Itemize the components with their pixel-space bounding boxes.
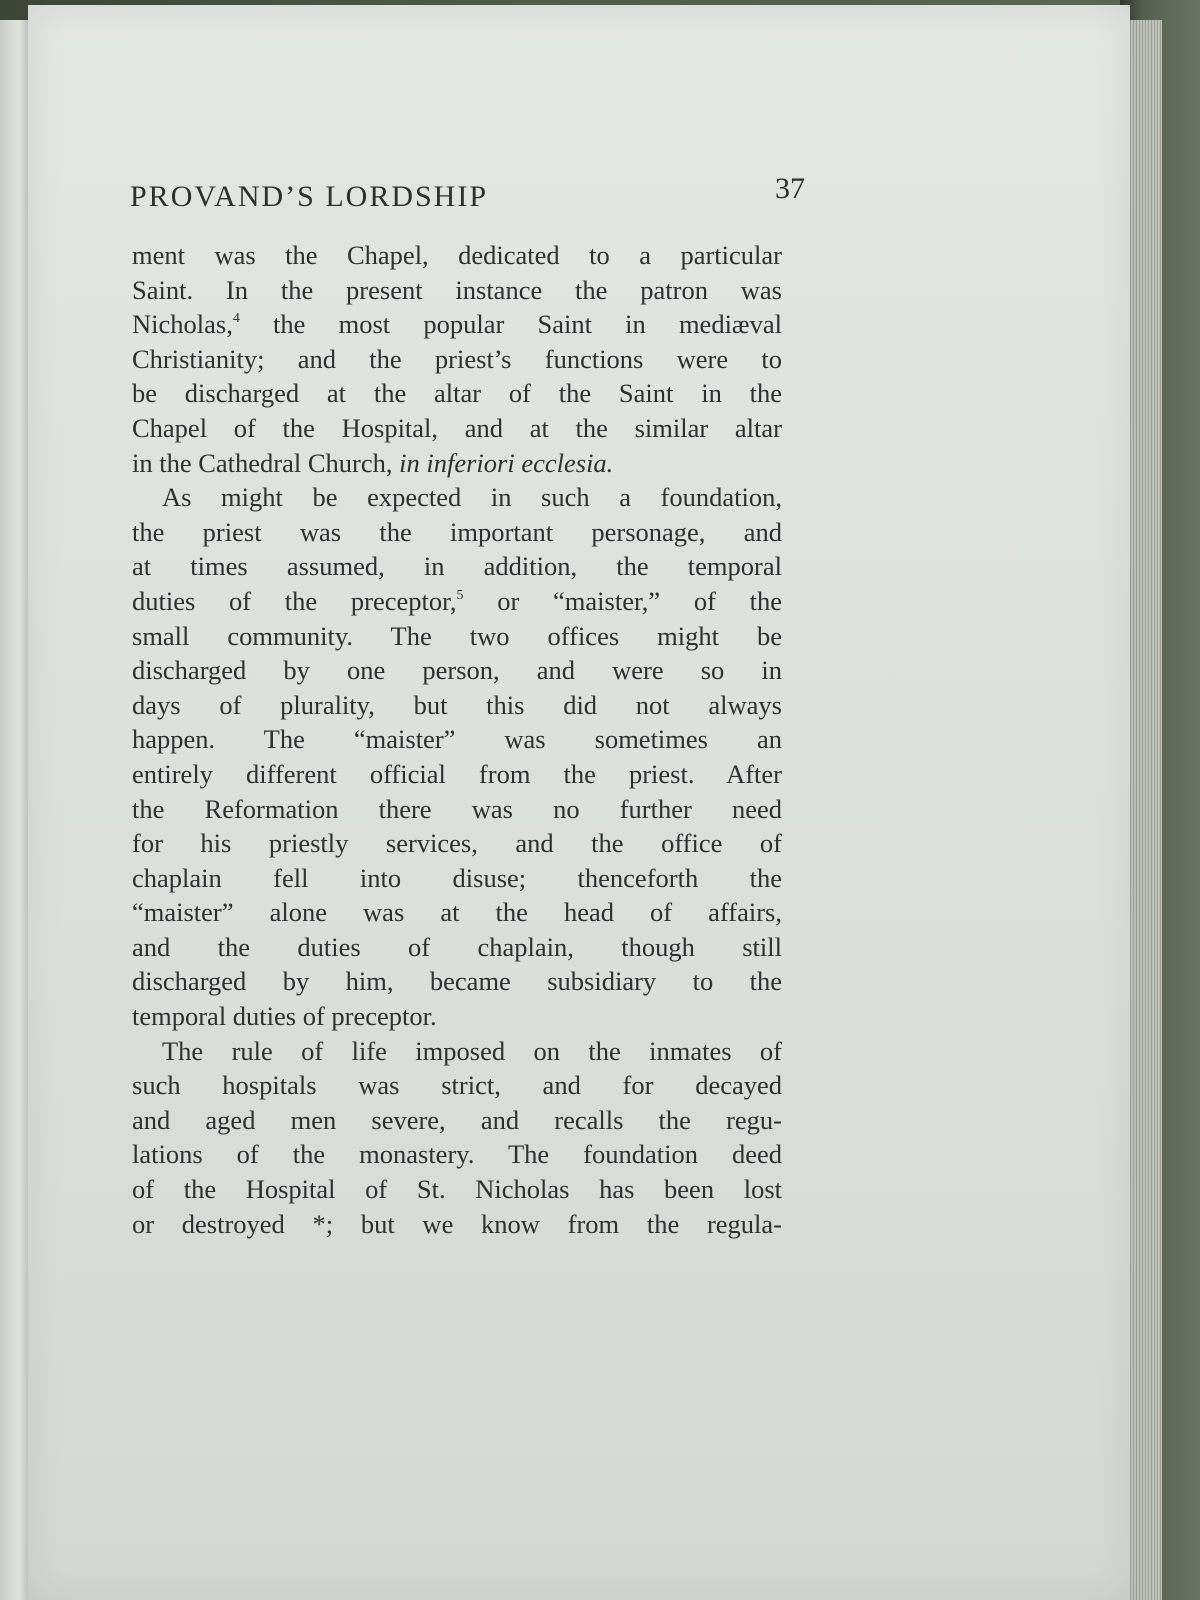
text-fragment: in the Cathedral Church, [132, 447, 400, 478]
text-line: small community. The two offices might be [132, 620, 782, 651]
latin-phrase: in inferiori ecclesia. [399, 447, 614, 478]
text-line: or destroyed *; but we know from the regula- [132, 1208, 782, 1239]
text-line: days of plurality, but this did not always [132, 689, 782, 720]
text-line: discharged by him, became subsidiary to the [132, 966, 782, 997]
text-line: and aged men severe, and recalls the regu- [132, 1104, 782, 1135]
text-line: “maister” alone was at the head of affairs, [132, 897, 782, 928]
text-line: Christianity; and the priest’s functions were to [132, 343, 782, 374]
text-line: be discharged at the altar of the Saint in the [132, 378, 782, 409]
text-line: entirely different official from the priest. After [132, 758, 782, 789]
text-fragment: or “maister,” of the [463, 585, 782, 616]
text-line: temporal duties of preceptor. [132, 1001, 437, 1032]
text-line: at times assumed, in addition, the temporal [132, 551, 782, 582]
text-line: The rule of life imposed on the inmates of [162, 1035, 782, 1066]
running-head: PROVAND’S LORDSHIP [130, 180, 489, 213]
text-line: of the Hospital of St. Nicholas has been lost [132, 1174, 782, 1205]
text-line: the priest was the important personage, and [132, 516, 782, 547]
text-line [132, 307, 782, 342]
text-line: for his priestly services, and the office of [132, 828, 782, 859]
page-header [130, 172, 805, 222]
text-line: Saint. In the present instance the patron was [132, 274, 782, 305]
text-line [132, 446, 782, 481]
text-line: discharged by one person, and were so in [132, 655, 782, 686]
page-number: 37 [775, 172, 805, 205]
text-line: such hospitals was strict, and for decayed [132, 1070, 782, 1101]
text-line: happen. The “maister” was sometimes an [132, 724, 782, 755]
footnote-marker: 4 [232, 311, 240, 327]
text-line: As might be expected in such a foundation, [162, 482, 782, 513]
text-line: Chapel of the Hospital, and at the similar altar [132, 412, 782, 443]
text-fragment: the most popular Saint in mediæval [239, 309, 782, 340]
footnote-marker: 5 [456, 587, 464, 603]
page-stack-edges [1128, 20, 1162, 1600]
text-line: lations of the monastery. The foundation deed [132, 1139, 782, 1170]
text-line: the Reformation there was no further need [132, 793, 782, 824]
text-line: chaplain fell into disuse; thenceforth the [132, 862, 782, 893]
text-fragment: Nicholas, [132, 309, 233, 340]
text-line: and the duties of chaplain, though still [132, 931, 782, 962]
text-line: ment was the Chapel, dedicated to a particular [132, 240, 782, 270]
text-line [132, 584, 782, 619]
text-fragment: duties of the preceptor, [132, 585, 457, 616]
body-text [132, 238, 782, 1241]
